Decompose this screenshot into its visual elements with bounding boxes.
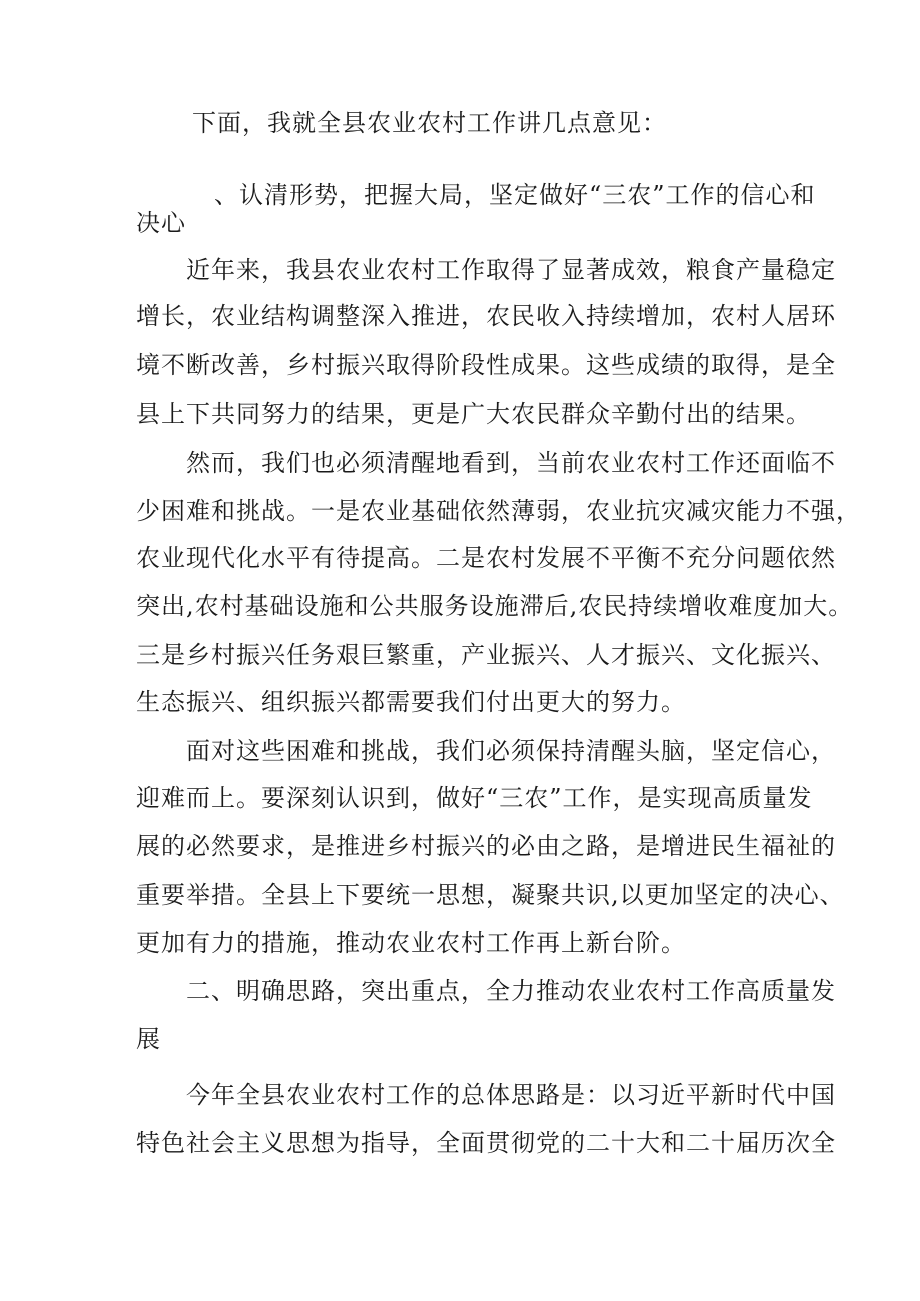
paragraph-2-line-6: 生态振兴、组织振兴都需要我们付出更大的努力。 — [136, 688, 686, 716]
heading-2-line-1: 二、明确思路，突出重点，全力推动农业农村工作高质量发 — [186, 977, 836, 1005]
heading-1-line-2: 决心 — [136, 209, 186, 237]
paragraph-3-line-3: 展的必然要求，是推进乡村振兴的必由之路，是增进民生福祉的 — [136, 832, 836, 860]
intro-line: 下面，我就全县农业农村工作讲几点意见： — [192, 109, 667, 137]
paragraph-2-line-1: 然而，我们也必须清醒地看到，当前农业农村工作还面临不 — [186, 449, 836, 477]
paragraph-4-line-2: 特色社会主义思想为指导，全面贯彻党的二十大和二十届历次全 — [136, 1129, 836, 1157]
paragraph-4-line-1: 今年全县农业农村工作的总体思路是：以习近平新时代中国 — [186, 1081, 836, 1109]
paragraph-2-line-3: 农业现代化水平有待提高。二是农村发展不平衡不充分问题依然 — [136, 544, 836, 572]
paragraph-1-line-4: 县上下共同努力的结果，更是广大农民群众辛勤付出的结果。 — [136, 400, 811, 428]
heading-2-line-2: 展 — [136, 1025, 161, 1053]
paragraph-2-line-5: 三是乡村振兴任务艰巨繁重，产业振兴、人才振兴、文化振兴、 — [136, 641, 836, 669]
paragraph-2-line-4: 突出,农村基础设施和公共服务设施滞后,农民持续增收难度加大。 — [136, 592, 854, 620]
paragraph-2-line-2: 少困难和挑战。一是农业基础依然薄弱，农业抗灾减灾能力不强， — [136, 497, 861, 525]
paragraph-1-line-2: 增长，农业结构调整深入推进，农民收入持续增加，农村人居环 — [136, 302, 836, 330]
paragraph-3-line-1: 面对这些困难和挑战，我们必须保持清醒头脑，坚定信心， — [186, 737, 836, 765]
paragraph-1-line-1: 近年来，我县农业农村工作取得了显著成效，粮食产量稳定 — [186, 256, 836, 284]
paragraph-1-line-3: 境不断改善，乡村振兴取得阶段性成果。这些成绩的取得，是全 — [136, 351, 836, 379]
paragraph-3-line-4: 重要举措。全县上下要统一思想，凝聚共识,以更加坚定的决心、 — [136, 881, 845, 909]
heading-1-line-1: 、认清形势，把握大局，坚定做好“三农”工作的信心和 — [214, 181, 816, 209]
paragraph-3-line-5: 更加有力的措施，推动农业农村工作再上新台阶。 — [136, 929, 686, 957]
paragraph-3-line-2: 迎难而上。要深刻认识到，做好“三农”工作，是实现高质量发 — [136, 784, 813, 812]
